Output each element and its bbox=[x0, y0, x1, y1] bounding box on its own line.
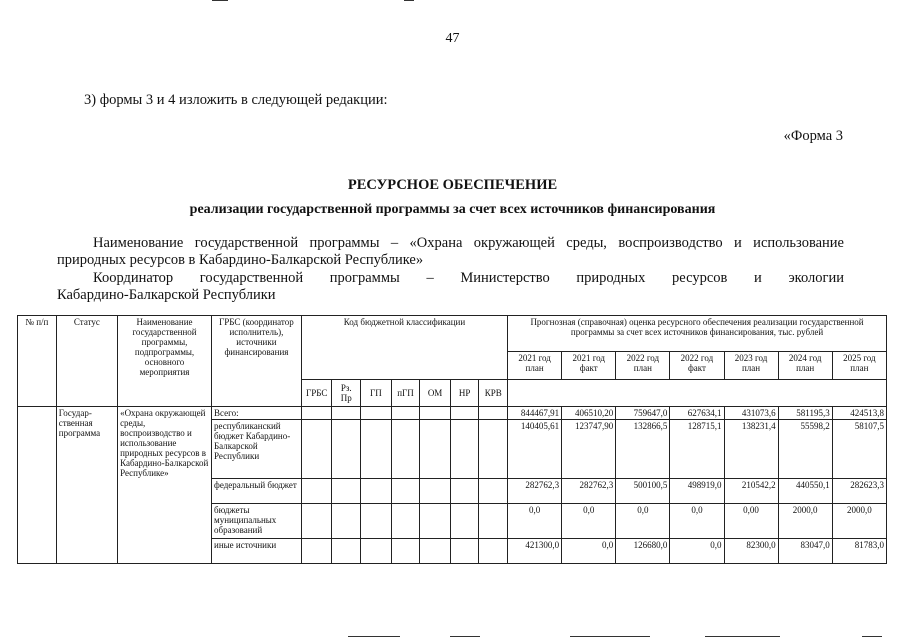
cell-value: 440550,1 bbox=[778, 479, 832, 504]
coordinator-word: Министерство bbox=[460, 270, 550, 286]
cell-value: 759647,0 bbox=[616, 407, 670, 420]
cell-value: 282623,3 bbox=[832, 479, 886, 504]
cell-value: 282762,3 bbox=[508, 479, 562, 504]
cell-value: 126680,0 bbox=[616, 539, 670, 564]
cell-value: 0,0 bbox=[670, 504, 724, 539]
coordinator-word: ресурсов bbox=[672, 270, 728, 286]
cell-value: 83047,0 bbox=[778, 539, 832, 564]
cell-value: 581195,3 bbox=[778, 407, 832, 420]
cell-value: 421300,0 bbox=[508, 539, 562, 564]
cell-value: 0,00 bbox=[724, 504, 778, 539]
coordinator-word: природных bbox=[576, 270, 646, 286]
cell-value: 627634,1 bbox=[670, 407, 724, 420]
coordinator-line1 bbox=[57, 270, 844, 287]
cell-value: 82300,0 bbox=[724, 539, 778, 564]
coordinator-word: экологии bbox=[788, 270, 844, 286]
document-heading: РЕСУРСНОЕ ОБЕСПЕЧЕНИЕ bbox=[347, 177, 558, 193]
cell-value: 844467,91 bbox=[508, 407, 562, 420]
header-code: Рз. Пр bbox=[332, 380, 361, 407]
header-grbs: ГРБС (координатор исполнитель), источники финансирования bbox=[212, 316, 302, 407]
scan-artifact-bottom bbox=[348, 636, 400, 637]
cell-value: 123747,90 bbox=[562, 420, 616, 479]
intro-text: 3) формы 3 и 4 изложить в следующей редакции: bbox=[84, 92, 388, 108]
header-forecast: Прогнозная (справочная) оценка ресурсного обеспечения реализации государственной программы за счет всех источников финансирования, тыс. рублей bbox=[508, 316, 887, 352]
cell-value: 0,0 bbox=[616, 504, 670, 539]
cell-value: 431073,6 bbox=[724, 407, 778, 420]
scan-artifact-top bbox=[404, 0, 414, 1]
header-name: Наименование государственной программы, подпрограммы, основного мероприятия bbox=[118, 316, 212, 407]
cell-source: Всего: bbox=[212, 407, 302, 420]
cell-value: 138231,4 bbox=[724, 420, 778, 479]
cell-value: 424513,8 bbox=[832, 407, 886, 420]
scan-artifact-bottom bbox=[705, 636, 780, 637]
header-year: 2025 год план bbox=[832, 352, 886, 380]
cell-value: 0,0 bbox=[670, 539, 724, 564]
cell-value: 132866,5 bbox=[616, 420, 670, 479]
cell-value: 498919,0 bbox=[670, 479, 724, 504]
cell-source: бюджеты муниципальных образований bbox=[212, 504, 302, 539]
table-row bbox=[18, 407, 887, 420]
cell-value: 58107,5 bbox=[832, 420, 886, 479]
cell-value: 0,0 bbox=[562, 539, 616, 564]
cell-value: 140405,61 bbox=[508, 420, 562, 479]
cell-value: 55598,2 bbox=[778, 420, 832, 479]
coordinator-line2: Кабардино-Балкарской Республики bbox=[57, 287, 276, 303]
document-subheading: реализации государственной программы за счет всех источников финансирования bbox=[189, 202, 716, 217]
header-code: пГП bbox=[391, 380, 420, 407]
scan-artifact-bottom bbox=[450, 636, 480, 637]
header-budget-code: Код бюджетной классификации bbox=[301, 316, 507, 380]
cell-value: 2000,0 bbox=[778, 504, 832, 539]
header-code: ГП bbox=[361, 380, 392, 407]
program-name-line1: Наименование государственной программы – «Охрана окружающей среды, воспроизводство и использование bbox=[93, 235, 844, 251]
cell-source: федеральный бюджет bbox=[212, 479, 302, 504]
header-code: ОМ bbox=[420, 380, 451, 407]
header-code: НР bbox=[450, 380, 479, 407]
header-year: 2021 год план bbox=[508, 352, 562, 380]
cell-source: республиканский бюджет Кабардино-Балкарской Республики bbox=[212, 420, 302, 479]
cell-value: 128715,1 bbox=[670, 420, 724, 479]
coordinator-word: – bbox=[426, 270, 434, 286]
scan-artifact-bottom bbox=[570, 636, 650, 637]
header-spacer bbox=[508, 380, 887, 407]
header-year: 2021 год факт bbox=[562, 352, 616, 380]
resource-table bbox=[17, 315, 887, 564]
header-year: 2022 год факт bbox=[670, 352, 724, 380]
cell-value: 0,0 bbox=[508, 504, 562, 539]
coordinator-word: программы bbox=[329, 270, 400, 286]
cell-value: 0,0 bbox=[562, 504, 616, 539]
page-number: 47 bbox=[445, 31, 460, 46]
header-code: ГРБС bbox=[301, 380, 332, 407]
header-code: КРВ bbox=[479, 380, 508, 407]
cell-source: иные источники bbox=[212, 539, 302, 564]
coordinator-word: государственной bbox=[199, 270, 304, 286]
header-year: 2023 год план bbox=[724, 352, 778, 380]
coordinator-word: и bbox=[754, 270, 762, 286]
header-year: 2022 год план bbox=[616, 352, 670, 380]
cell-status: Государ-ственная программа bbox=[56, 407, 117, 564]
program-name-line2: природных ресурсов в Кабардино-Балкарской Республике» bbox=[57, 252, 424, 268]
header-num: № п/п bbox=[18, 316, 57, 407]
cell-value: 210542,2 bbox=[724, 479, 778, 504]
cell-value: 406510,20 bbox=[562, 407, 616, 420]
header-year: 2024 год план bbox=[778, 352, 832, 380]
program-name-paragraph bbox=[57, 235, 844, 269]
cell-value: 81783,0 bbox=[832, 539, 886, 564]
coordinator-word: Координатор bbox=[93, 270, 174, 286]
cell-num bbox=[18, 407, 57, 564]
scan-artifact-bottom bbox=[862, 636, 882, 637]
coordinator-paragraph bbox=[57, 270, 844, 304]
form-label: «Форма 3 bbox=[783, 128, 843, 144]
header-status: Статус bbox=[56, 316, 117, 407]
cell-program-name: «Охрана окружающей среды, воспроизводство и использование природных ресурсов в Кабардино-Балкарской Республике» bbox=[118, 407, 212, 564]
cell-value: 2000,0 bbox=[832, 504, 886, 539]
scan-artifact-top bbox=[212, 0, 228, 1]
cell-value: 500100,5 bbox=[616, 479, 670, 504]
cell-value: 282762,3 bbox=[562, 479, 616, 504]
